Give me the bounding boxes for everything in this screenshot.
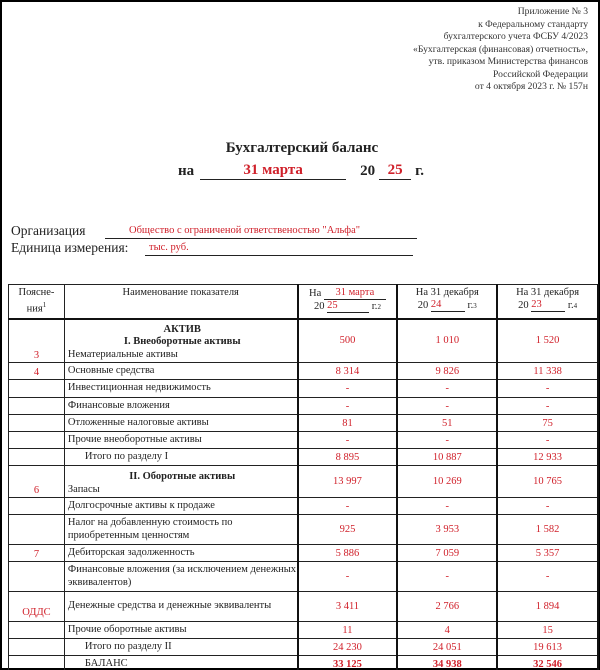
row-note: 7: [9, 545, 65, 562]
row-value-prev[interactable]: 3 953: [397, 515, 497, 545]
row-value-prev[interactable]: 10 887: [397, 449, 497, 466]
header-col3-sup: 4: [573, 302, 578, 310]
table-row: [9, 562, 599, 592]
row-value-prev2[interactable]: 1 520: [497, 319, 598, 363]
row-name: БАЛАНС: [64, 656, 297, 670]
row-name: Нематериальные активы: [67, 348, 178, 360]
table-row-balance-total: [9, 656, 599, 670]
table-row: [9, 466, 599, 498]
header-col3: [497, 285, 598, 319]
table-row: [9, 432, 599, 449]
row-value-prev2[interactable]: 1 894: [497, 592, 598, 622]
row-note: [9, 622, 65, 639]
table-header-row: [9, 285, 599, 319]
row-note: [9, 380, 65, 398]
report-date-day-field[interactable]: 31 марта: [200, 162, 346, 180]
row-value-prev2[interactable]: 75: [497, 415, 598, 432]
year-suffix-label: г.: [415, 163, 425, 179]
row-value-prev2[interactable]: 12 933: [497, 449, 598, 466]
row-name: Основные средства: [64, 363, 297, 380]
row-note: [9, 639, 65, 656]
row-value-current[interactable]: 925: [298, 515, 398, 545]
row-note: [9, 515, 65, 545]
appendix-note: [413, 6, 588, 94]
table-row: [9, 592, 599, 622]
row-name: Инвестиционная недвижимость: [64, 380, 297, 398]
row-value-prev[interactable]: -: [397, 398, 497, 415]
row-value-prev2[interactable]: -: [497, 380, 598, 398]
row-value-prev2[interactable]: 11 338: [497, 363, 598, 380]
row-name: Итого по разделу II: [64, 639, 297, 656]
appendix-line: бухгалтерского учета ФСБУ 4/2023: [443, 31, 588, 42]
section-1-heading: I. Внеоборотные активы: [123, 336, 241, 347]
appendix-line: утв. приказом Министерства финансов: [428, 56, 588, 67]
header-col1-prefix: На: [309, 288, 322, 299]
row-value-prev2[interactable]: 10 765: [497, 466, 598, 498]
header-note-label: Поясне-ния: [18, 287, 55, 315]
row-value-prev[interactable]: -: [397, 498, 497, 515]
row-value-current[interactable]: 8 314: [298, 363, 398, 380]
section-2-heading: II. Оборотные активы: [129, 471, 236, 482]
row-note: ОДДС: [9, 592, 65, 622]
date-prefix: на: [178, 163, 195, 179]
row-value-prev[interactable]: 4: [397, 622, 497, 639]
header-col1-year-prefix: 20: [313, 301, 325, 312]
row-value-current[interactable]: 3 411: [298, 592, 398, 622]
report-date-line: [178, 162, 424, 180]
row-value-current[interactable]: 24 230: [298, 639, 398, 656]
row-value-prev2[interactable]: 19 613: [497, 639, 598, 656]
row-value-prev[interactable]: 51: [397, 415, 497, 432]
header-col2-g: г.: [467, 300, 474, 311]
header-col1: [298, 285, 398, 319]
row-note: [9, 398, 65, 415]
row-value-prev2[interactable]: -: [497, 432, 598, 449]
row-name: Прочие внеоборотные активы: [64, 432, 297, 449]
header-col1-year: 25: [327, 300, 369, 313]
appendix-line: Приложение № 3: [517, 6, 588, 17]
row-value-prev[interactable]: 7 059: [397, 545, 497, 562]
row-note: 4: [9, 363, 65, 380]
header-col1-sup: 2: [377, 303, 381, 311]
row-value-prev[interactable]: 24 051: [397, 639, 497, 656]
row-value-prev[interactable]: 9 826: [397, 363, 497, 380]
row-value-prev[interactable]: -: [397, 562, 497, 592]
row-value-prev[interactable]: 1 010: [397, 319, 497, 363]
row-name-cell: [64, 319, 297, 363]
header-col2-sup: 3: [473, 302, 477, 310]
table-row: [9, 545, 599, 562]
header-col1-g: г.: [371, 301, 378, 312]
row-name: Итого по разделу I: [64, 449, 297, 466]
row-value-prev2[interactable]: 5 357: [497, 545, 598, 562]
row-note: [9, 656, 65, 670]
row-value-current[interactable]: 8 895: [298, 449, 398, 466]
header-col2-label: На 31 декабря: [415, 287, 479, 298]
row-value-current[interactable]: -: [298, 380, 398, 398]
row-value-prev[interactable]: 10 269: [397, 466, 497, 498]
row-value-current[interactable]: 500: [298, 319, 398, 363]
header-col2: [397, 285, 497, 319]
table-row: [9, 319, 599, 363]
row-value-prev[interactable]: -: [397, 432, 497, 449]
appendix-line: от 4 октября 2023 г. № 157н: [474, 81, 588, 92]
header-col3-year-prefix: 20: [518, 300, 529, 311]
organization-line: [11, 223, 417, 239]
aktiv-heading: АКТИВ: [163, 323, 201, 335]
header-col2-year: 24: [431, 299, 465, 312]
appendix-line: Российской Федерации: [493, 68, 588, 80]
row-value-current[interactable]: 5 886: [298, 545, 398, 562]
table-row-total-section-2: [9, 639, 599, 656]
header-col2-year-prefix: 20: [417, 300, 429, 311]
table-row: [9, 622, 599, 639]
row-name: Долгосрочные активы к продаже: [64, 498, 297, 515]
table-row: [9, 515, 599, 545]
row-name: Прочие оборотные активы: [64, 622, 297, 639]
header-name: Наименование показателя: [64, 285, 297, 319]
header-note: [9, 285, 65, 319]
organization-label: Организация: [11, 223, 86, 238]
table-row-total-section-1: [9, 449, 599, 466]
appendix-line: «Бухгалтерская (финансовая) отчетность»,: [413, 43, 588, 55]
header-col3-year: 23: [531, 299, 565, 312]
row-note: [9, 498, 65, 515]
row-value-current[interactable]: 33 125: [298, 656, 398, 670]
row-name: Дебиторская задолженность: [64, 545, 297, 562]
table-row: [9, 415, 599, 432]
document-title: Бухгалтерский баланс: [225, 140, 379, 156]
unit-label: Единица измерения:: [11, 240, 129, 255]
row-value-current[interactable]: -: [298, 398, 398, 415]
row-name: Запасы: [67, 483, 100, 495]
row-value-prev2[interactable]: -: [497, 398, 598, 415]
table-row: [9, 498, 599, 515]
row-name: Отложенные налоговые активы: [64, 415, 297, 432]
row-note: [9, 562, 65, 592]
header-col3-label: На 31 декабря: [516, 287, 580, 298]
row-value-prev2[interactable]: -: [497, 498, 598, 515]
table-row: [9, 363, 599, 380]
organization-field[interactable]: Общество с ограниченой ответственостью "Альфа": [105, 224, 417, 239]
row-value-prev2[interactable]: 32 546: [497, 656, 598, 670]
row-name-cell: [64, 466, 297, 498]
row-value-current[interactable]: 13 997: [298, 466, 398, 498]
row-note: [9, 449, 65, 466]
row-value-prev2[interactable]: 1 582: [497, 515, 598, 545]
row-value-prev[interactable]: 2 766: [397, 592, 497, 622]
table-row: [9, 380, 599, 398]
row-name: Финансовые вложения: [64, 398, 297, 415]
row-value-current[interactable]: 11: [298, 622, 398, 639]
row-value-prev2[interactable]: 15: [497, 622, 598, 639]
header-col1-date: 31 марта: [324, 287, 386, 300]
table-row: [9, 398, 599, 415]
header-note-sup: 1: [42, 301, 47, 309]
row-value-current[interactable]: -: [298, 562, 398, 592]
balance-table: [8, 284, 599, 670]
header-col3-g: г.: [567, 300, 574, 311]
row-value-prev[interactable]: 34 938: [397, 656, 497, 670]
row-note: 6: [9, 466, 65, 498]
row-name: Финансовые вложения (за исключением денежных эквивалентов): [64, 562, 297, 592]
unit-field[interactable]: тыс. руб.: [145, 241, 413, 256]
row-value-prev2[interactable]: -: [497, 562, 598, 592]
row-note: [9, 415, 65, 432]
row-note: 3: [9, 319, 65, 363]
row-value-current[interactable]: -: [298, 432, 398, 449]
row-note: [9, 432, 65, 449]
appendix-line: к Федеральному стандарту: [478, 18, 588, 30]
unit-line: [11, 240, 413, 256]
year-prefix: 20: [360, 163, 376, 179]
row-value-prev[interactable]: -: [397, 380, 497, 398]
row-name: Налог на добавленную стоимость по приобретенным ценностям: [64, 515, 297, 545]
row-value-current[interactable]: 81: [298, 415, 398, 432]
row-name: Денежные средства и денежные эквиваленты: [64, 592, 297, 622]
row-value-current[interactable]: -: [298, 498, 398, 515]
report-year-field[interactable]: 25: [379, 162, 411, 180]
